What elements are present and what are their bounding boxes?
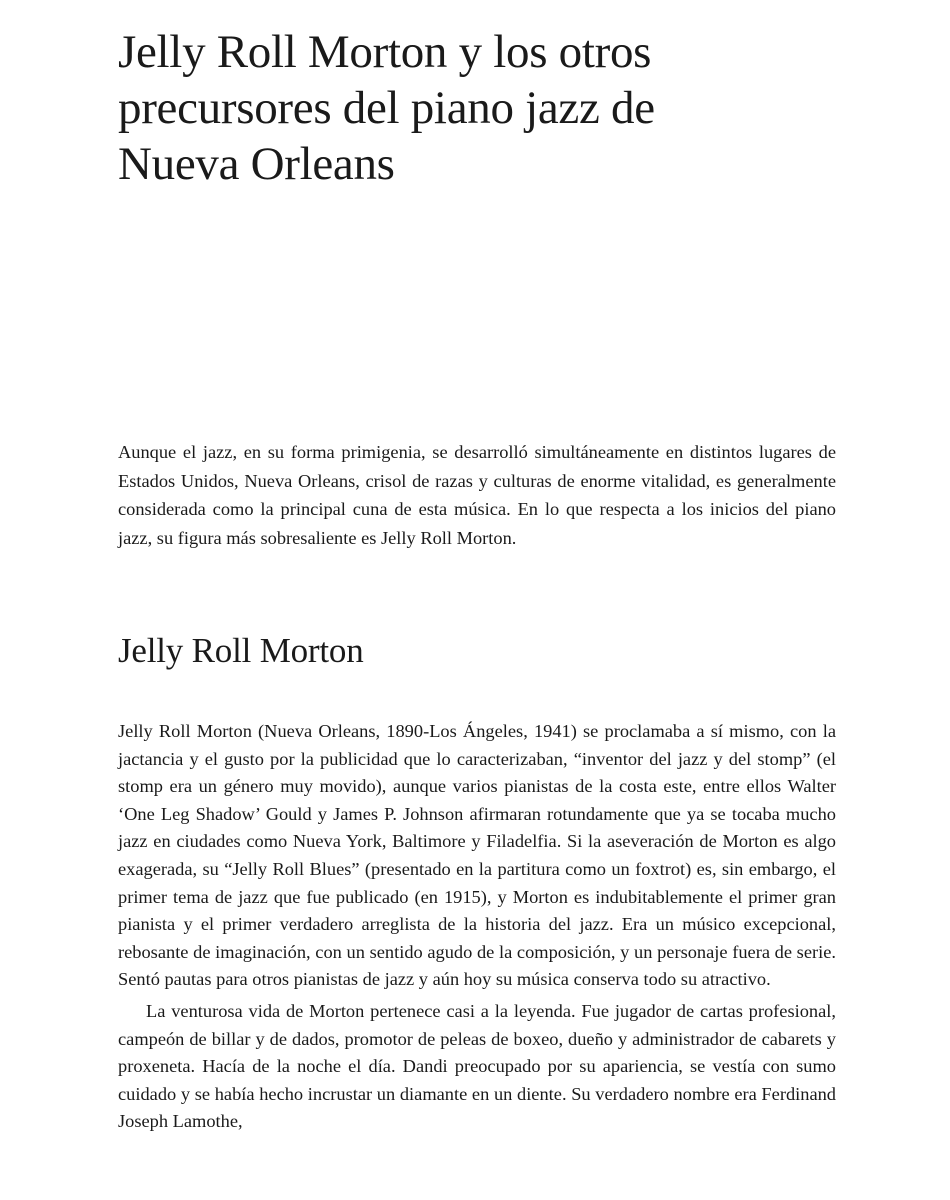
- section-heading: Jelly Roll Morton: [118, 631, 364, 670]
- book-page: [118, 24, 836, 1132]
- body-paragraph: Jelly Roll Morton (Nueva Orleans, 1890-Los Ángeles, 1941) se proclamaba a sí mismo, con la jactancia y el gusto por la publicidad que lo caracterizaban, “inventor del jazz y del stomp” (el stomp era un género muy movido), aunque varios pianistas de la costa este, entre ellos Walter ‘One Leg Shadow’ Gould y James P. Johnson afirmaran rotundamente que ya se tocaba mucho jazz en ciudades como Nueva York, Baltimore y Filadelfia. Si la aseveración de Morton es algo exagerada, su “Jelly Roll Blues” (presentado en la partitura como un foxtrot) es, sin embargo, el primer tema de jazz que fue publicado (en 1915), y Morton es indubitablemente el primer gran pianista y el primer verdadero arreglista de la historia del jazz. Era un músico excepcional, rebosante de imaginación, con un sentido agudo de la composición, y un personaje fuera de serie. Sentó pautas para otros pianistas de jazz y aún hoy su música conserva todo su atractivo.: [118, 721, 836, 990]
- body-paragraph: La venturosa vida de Morton pertenece casi a la leyenda. Fue jugador de cartas profesional, campeón de billar y de dados, promotor de peleas de boxeo, dueño y administrador de cabarets y proxeneta. Hacía de la noche el día. Dandi preocupado por su apariencia, se vestía con sumo cuidado y se había hecho incrustar un diamante en un diente. Su verdadero nombre era Ferdinand Joseph Lamothe,: [118, 1000, 836, 1132]
- section-body: [118, 718, 836, 1136]
- chapter-title: Jelly Roll Morton y los otros precursores del piano jazz de Nueva Orleans: [118, 26, 655, 190]
- intro-paragraph: Aunque el jazz, en su forma primigenia, se desarrolló simultáneamente en distintos lugares de Estados Unidos, Nueva Orleans, crisol de razas y culturas de enorme vitalidad, es generalmente considerada como la principal cuna de esta música. En lo que respecta a los inicios del piano jazz, su figura más sobresaliente es Jelly Roll Morton.: [118, 442, 836, 548]
